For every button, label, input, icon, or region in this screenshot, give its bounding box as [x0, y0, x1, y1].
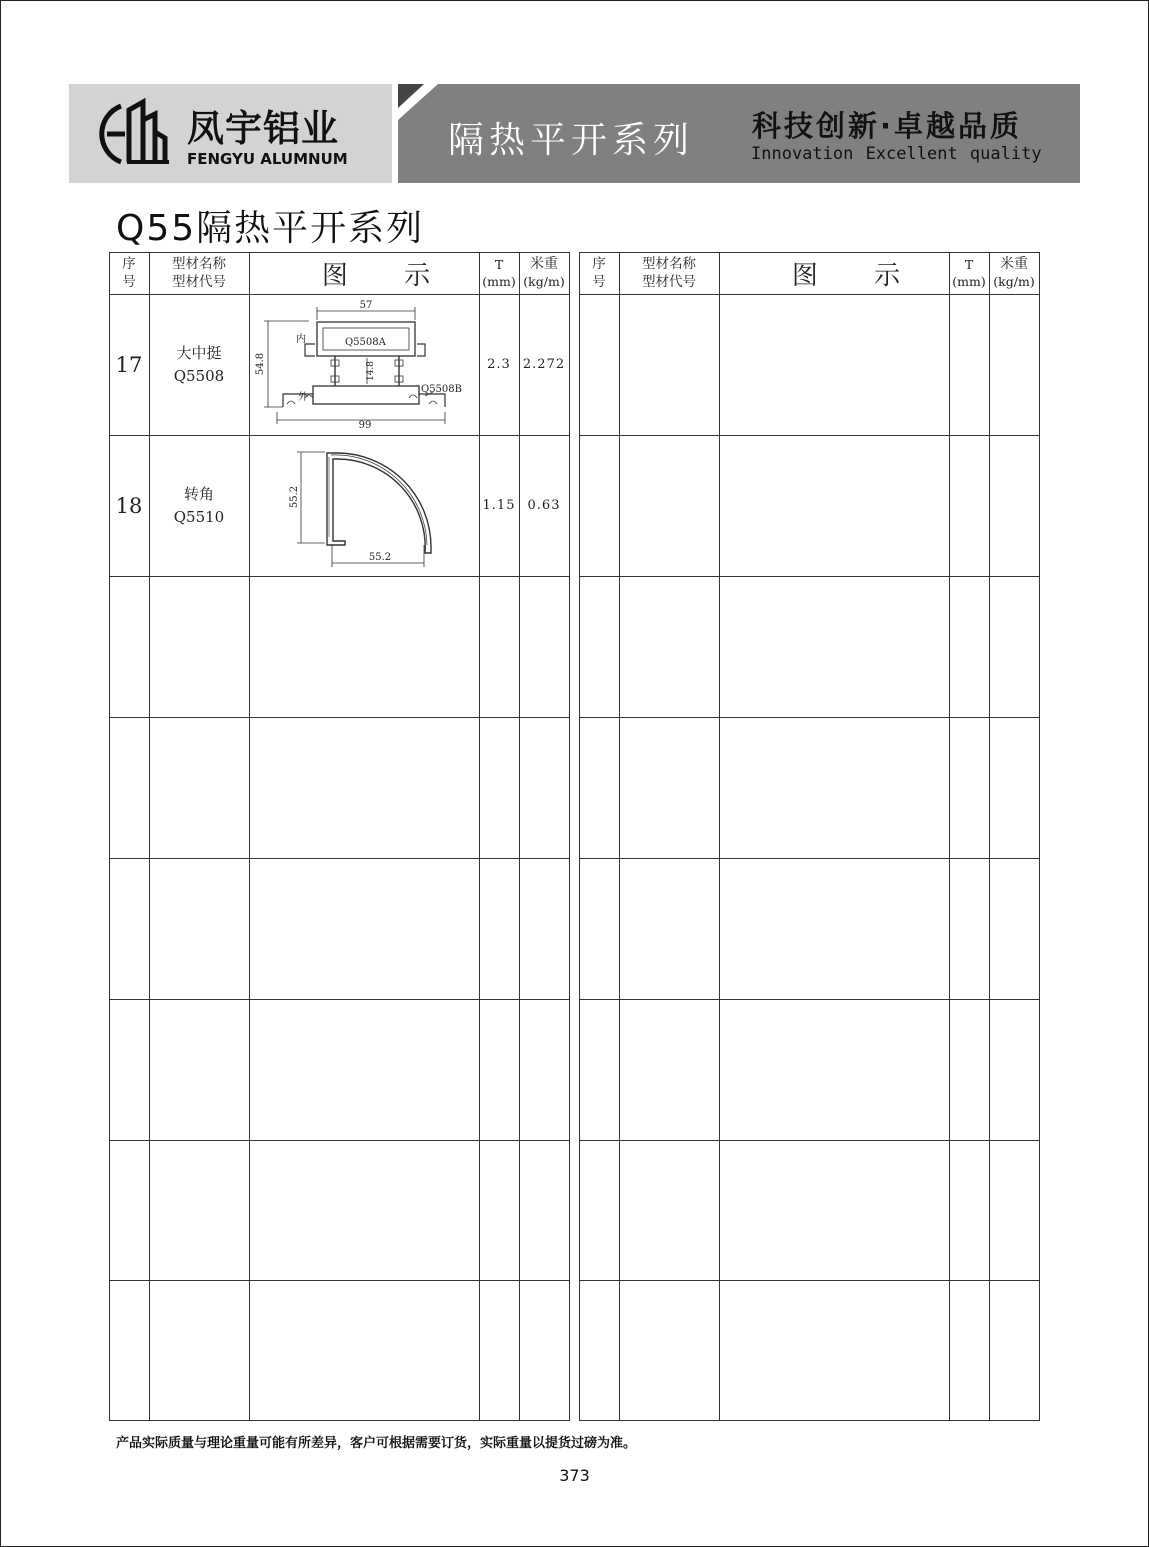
header-figure-right: [719, 252, 973, 294]
dim-bottom-label: 99: [358, 420, 372, 431]
row-18-thickness: 1.15: [482, 498, 516, 513]
header-thickness: [479, 252, 519, 294]
header-thickness-right-line2: (mm): [952, 274, 986, 289]
row-18-profile-name: 转角: [183, 484, 214, 503]
row-18-drawing-cell: [249, 435, 479, 576]
header-thickness-line2: (mm): [482, 274, 516, 289]
page-number: 373: [559, 1466, 590, 1485]
profile-table: [109, 252, 1040, 1421]
brand-name-cn: 凤宇铝业: [187, 107, 339, 150]
series-title: 隔热平开系列: [448, 120, 695, 161]
row-17-thickness: 2.3: [487, 357, 511, 372]
building-logo-icon: [99, 96, 179, 172]
dim-height-label: 54.8: [255, 352, 266, 376]
slogan-en: Innovation Excellent quality: [751, 144, 1042, 164]
header-weight-right: [989, 252, 1039, 294]
header-index: [109, 252, 149, 294]
page-title: Q55隔热平开系列: [116, 208, 425, 249]
dim-top-label: 57: [359, 300, 373, 311]
dim-width-label-18: 55.2: [368, 552, 392, 563]
header-index-right-line2: 号: [592, 274, 606, 290]
dim-height-label-18: 55.2: [289, 485, 300, 509]
row-17-profile-code: Q5508: [173, 366, 225, 385]
header-band: [398, 84, 1080, 183]
row-18-index: 18: [115, 493, 143, 518]
header-weight: [519, 252, 569, 294]
profile-q5508-drawing: [249, 294, 479, 435]
row-17-weight: 2.272: [522, 357, 566, 372]
row-18-profile-code: Q5510: [173, 507, 225, 526]
header-figure-right-label: 图 示: [791, 260, 925, 291]
header-index-right: [579, 252, 619, 294]
header-figure: [249, 252, 503, 294]
header-weight-right-line2: (kg/m): [993, 274, 1035, 289]
row-17-drawing-cell: [249, 294, 479, 435]
part-a-label: Q5508A: [345, 337, 386, 348]
brand-name-en: FENGYU ALUMNUM: [187, 150, 348, 168]
footnote: 产品实际质量与理论重量可能有所差异，客户可根据需要订货，实际重量以提货过磅为准。: [116, 1436, 637, 1451]
dim-inner-label: 14.8: [366, 360, 376, 382]
row-17-name: [149, 294, 249, 435]
header-weight-line1: 米重: [530, 256, 558, 272]
header-thickness-right: [949, 252, 989, 294]
header-weight-line2: (kg/m): [523, 274, 565, 289]
row-17-index: 17: [115, 352, 143, 377]
header-name-right-line1: 型材名称: [642, 256, 696, 272]
header-name-line2: 型材代号: [172, 274, 226, 290]
row-17-profile-name: 大中挺: [176, 343, 222, 362]
profile-q5510-drawing: [249, 435, 479, 576]
header-weight-right-line1: 米重: [1000, 256, 1028, 272]
header-index-line1: 序: [122, 256, 136, 272]
header-figure-label: 图 示: [321, 260, 455, 291]
header-name-right: [619, 252, 719, 294]
header-index-right-line1: 序: [592, 256, 606, 272]
row-18-name: [149, 435, 249, 576]
part-b-label: Q5508B: [421, 384, 462, 395]
header-name-line1: 型材名称: [172, 256, 226, 272]
header-thickness-right-line1: T: [964, 257, 974, 272]
header-name: [149, 252, 249, 294]
header-name-right-line2: 型材代号: [642, 274, 696, 290]
outside-label: 外: [298, 392, 308, 403]
logo-block: [69, 84, 392, 183]
header-thickness-line1: T: [494, 257, 504, 272]
band-corner-notch: [398, 84, 442, 124]
row-18-weight: 0.63: [527, 498, 561, 513]
inside-label: 内: [296, 334, 306, 345]
slogan-cn: 科技创新·卓越品质: [752, 109, 1023, 143]
header-index-line2: 号: [122, 274, 136, 290]
